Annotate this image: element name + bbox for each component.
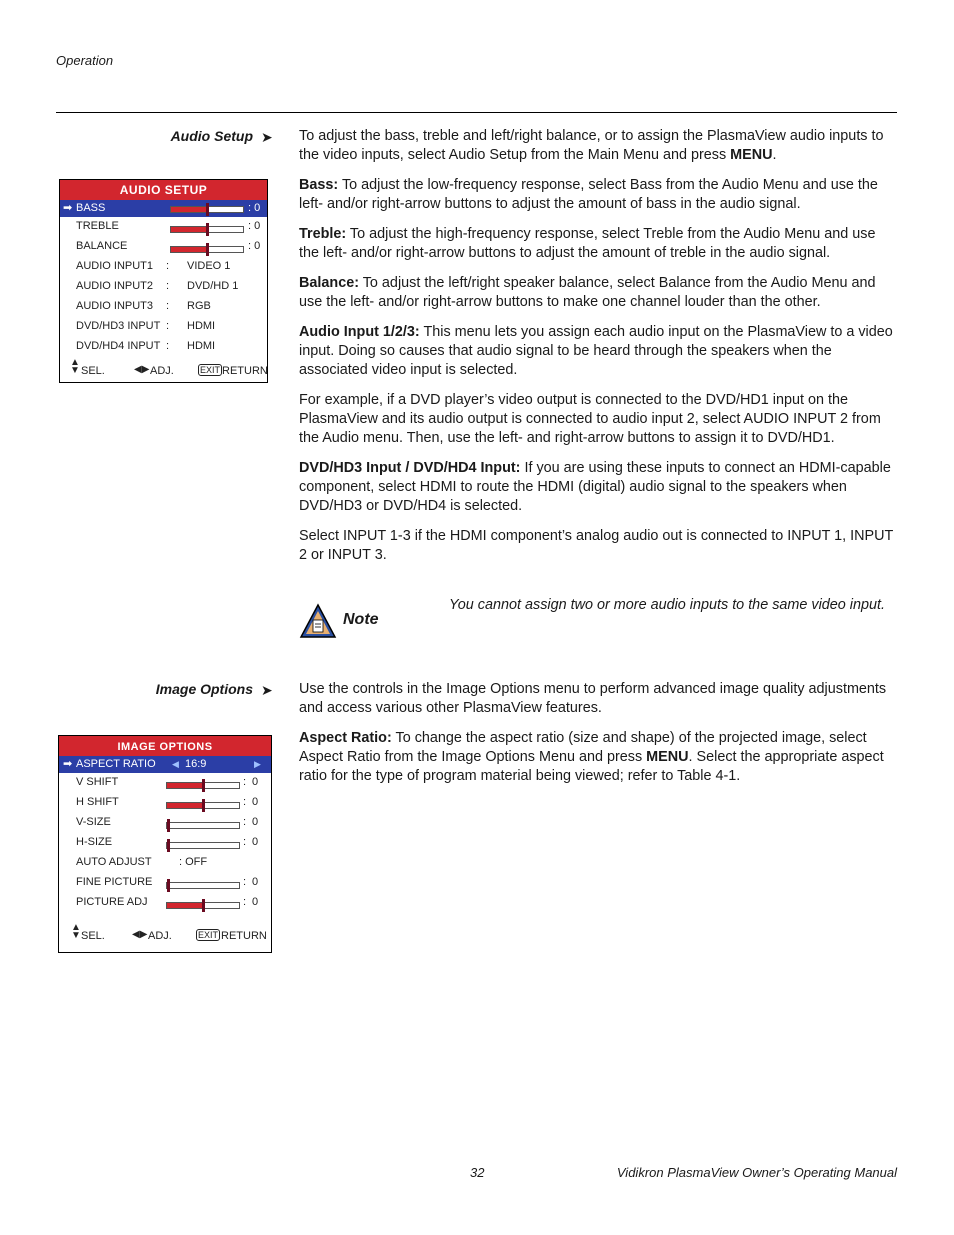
balance-slider[interactable]: [170, 246, 244, 253]
v-shift-label: V SHIFT: [76, 776, 119, 788]
audio-input2-value: DVD/HD 1: [187, 280, 239, 292]
image-menu-row-h-shift[interactable]: [59, 796, 271, 816]
fine-picture-label: FINE PICTURE: [76, 876, 153, 888]
note-text: You cannot assign two or more audio inputs to the same video input.: [449, 597, 885, 613]
heading-arrow-icon: ➤: [261, 129, 273, 145]
audio-setup-body: [299, 127, 897, 576]
audio-menu-row-treble[interactable]: [60, 220, 267, 240]
dvd-hd4-input-label: DVD/HD4 INPUT: [76, 340, 161, 352]
image-options-menu: [58, 735, 272, 953]
v-shift-slider[interactable]: [166, 782, 240, 789]
page-number: 32: [470, 1165, 485, 1180]
audio-menu-row-dvd-hd3-input[interactable]: [60, 320, 267, 340]
bass-label: BASS: [76, 202, 106, 214]
separator: :: [166, 320, 170, 332]
balance-paragraph: Balance: To adjust the left/right speaker balance, select Balance from the Audio Menu and use the left- and/or right-arrow buttons to make one channel louder than the other.: [299, 275, 876, 310]
v-size-value: 0: [252, 816, 259, 828]
image-menu-row-fine-picture[interactable]: [59, 876, 271, 896]
footer-adj-label: ADJ.: [148, 930, 172, 942]
audio-menu-row-audio-input2[interactable]: [60, 280, 267, 300]
h-size-slider[interactable]: [166, 842, 240, 849]
treble-paragraph: Treble: To adjust the high-frequency response, select Treble from the Audio Menu and use the left- and/or right-arrow buttons to adjust the amount of treble in the audio signal.: [299, 226, 876, 261]
audio-setup-menu: [59, 179, 268, 383]
image-menu-row-auto-adjust[interactable]: [59, 856, 271, 876]
h-shift-value: 0: [252, 796, 259, 808]
dvd-input-paragraph: DVD/HD3 Input / DVD/HD4 Input: If you are using these inputs to connect an HDMI-capable component, select HDMI to route the HDMI (digital) audio signal to the speakers when DVD/HD3 or DVD/HD4 is selected.: [299, 460, 891, 514]
footer-adj-label: ADJ.: [150, 365, 174, 377]
audio-input1-label: AUDIO INPUT1: [76, 260, 154, 272]
selection-arrow-icon: ➡: [63, 202, 73, 214]
heading-arrow-icon: ➤: [261, 682, 273, 698]
separator: :: [166, 280, 170, 292]
h-size-label: H-SIZE: [76, 836, 113, 848]
image-menu-row-v-shift[interactable]: [59, 776, 271, 796]
audio-menu-row-dvd-hd4-input[interactable]: [60, 340, 267, 360]
balance-label: BALANCE: [76, 240, 128, 252]
image-menu-selected-row[interactable]: [59, 756, 271, 773]
dvd-hd4-input-value: HDMI: [187, 340, 216, 352]
running-header: Operation: [56, 53, 114, 68]
audio-menu-footer: [60, 357, 268, 383]
image-menu-row-picture-adj[interactable]: [59, 896, 271, 916]
audio-input-paragraph: Audio Input 1/2/3: This menu lets you assign each audio input on the PlasmaView to a video input. Doing so causes that audio signal to be heard through the speakers when the associated video input is selected.: [299, 324, 893, 378]
separator: :: [243, 876, 247, 888]
audio-setup-intro: To adjust the bass, treble and left/right balance, or to assign the PlasmaView audio inputs to the video inputs, select Audio Setup from the Main Menu and press MENU.: [299, 128, 884, 163]
separator: :: [243, 896, 247, 908]
balance-value: : 0: [248, 240, 261, 252]
audio-setup-heading: Audio Setup: [170, 128, 253, 144]
fine-picture-value: 0: [252, 876, 259, 888]
manual-title: Vidikron PlasmaView Owner’s Operating Manual: [616, 1165, 897, 1180]
select-input-paragraph: Select INPUT 1-3 if the HDMI component’s analog audio out is connected to INPUT 1, INPUT 2 or INPUT 3.: [299, 528, 894, 563]
separator: :: [166, 340, 170, 352]
up-down-icon: ▲ ▼: [70, 357, 80, 376]
separator: :: [166, 260, 170, 272]
audio-menu-row-audio-input1[interactable]: [60, 260, 267, 280]
left-right-icon: ◀▶: [134, 364, 150, 375]
aspect-ratio-label: ASPECT RATIO: [76, 758, 156, 770]
auto-adjust-label: AUTO ADJUST: [76, 856, 152, 868]
image-menu-footer: [59, 922, 271, 948]
h-shift-slider[interactable]: [166, 802, 240, 809]
footer-return-label: RETURN: [221, 930, 267, 942]
aspect-ratio-value: 16:9: [185, 758, 207, 770]
dvd-hd3-input-value: HDMI: [187, 320, 216, 332]
picture-adj-value: 0: [252, 896, 259, 908]
audio-input1-value: VIDEO 1: [187, 260, 231, 272]
image-menu-row-h-size[interactable]: [59, 836, 271, 856]
left-arrow-icon[interactable]: ◀: [172, 759, 179, 769]
note-icon: [299, 603, 337, 644]
treble-value: : 0: [248, 220, 261, 232]
note-label: Note: [343, 611, 379, 628]
exit-button-icon: EXIT: [198, 930, 219, 940]
bass-value: : 0: [248, 202, 261, 214]
fine-picture-slider[interactable]: [166, 882, 240, 889]
separator: :: [243, 796, 247, 808]
dvd-hd3-input-label: DVD/HD3 INPUT: [76, 320, 161, 332]
audio-menu-row-balance[interactable]: [60, 240, 267, 260]
picture-adj-slider[interactable]: [166, 902, 240, 909]
audio-input2-label: AUDIO INPUT2: [76, 280, 154, 292]
treble-slider[interactable]: [170, 226, 244, 233]
separator: :: [243, 816, 247, 828]
picture-adj-label: PICTURE ADJ: [76, 896, 148, 908]
example-paragraph: For example, if a DVD player’s video output is connected to the DVD/HD1 input on the PlasmaView and its audio output is connected to audio input 2, select AUDIO INPUT 2 from the Audio menu. Then, use the left- and right-arrow buttons to assign it to DVD/HD1.: [299, 392, 881, 446]
v-size-slider[interactable]: [166, 822, 240, 829]
image-menu-row-v-size[interactable]: [59, 816, 271, 836]
audio-menu-selected-row[interactable]: [60, 200, 267, 217]
audio-menu-title: AUDIO SETUP: [60, 180, 267, 200]
selection-arrow-icon: ➡: [63, 758, 73, 770]
image-options-body: [299, 680, 897, 797]
treble-label: TREBLE: [76, 220, 119, 232]
h-size-value: 0: [252, 836, 259, 848]
header-rule: [56, 112, 897, 113]
exit-button-icon: EXIT: [200, 365, 221, 375]
right-arrow-icon[interactable]: ▶: [254, 759, 261, 769]
left-right-icon: ◀▶: [132, 929, 148, 940]
audio-input3-label: AUDIO INPUT3: [76, 300, 154, 312]
image-menu-title: IMAGE OPTIONS: [59, 736, 271, 756]
image-options-heading: Image Options: [155, 681, 253, 697]
separator: :: [166, 300, 170, 312]
separator: :: [243, 836, 247, 848]
image-options-intro: Use the controls in the Image Options menu to perform advanced image quality adjustments and access various other PlasmaView features.: [299, 681, 887, 716]
h-shift-label: H SHIFT: [76, 796, 119, 808]
auto-adjust-value: : OFF: [179, 856, 208, 868]
bass-paragraph: Bass: To adjust the low-frequency response, select Bass from the Audio Menu and use the left- and/or right-arrow buttons to adjust the amount of bass in the audio signal.: [299, 177, 878, 212]
v-shift-value: 0: [252, 776, 259, 788]
audio-input3-value: RGB: [187, 300, 211, 312]
separator: :: [243, 776, 247, 788]
up-down-icon: ▲ ▼: [71, 922, 81, 941]
footer-sel-label: SEL.: [81, 365, 105, 377]
v-size-label: V-SIZE: [76, 816, 111, 828]
footer-return-label: RETURN: [222, 365, 268, 377]
audio-menu-row-audio-input3[interactable]: [60, 300, 267, 320]
footer-sel-label: SEL.: [81, 930, 105, 942]
aspect-ratio-paragraph: Aspect Ratio: To change the aspect ratio (size and shape) of the projected image, select Aspect Ratio from the Image Options Menu and press MENU. Select the appropriate aspect ratio for the type of program material being viewed; refer to Table 4-1.: [299, 730, 884, 784]
bass-slider[interactable]: [170, 206, 244, 213]
